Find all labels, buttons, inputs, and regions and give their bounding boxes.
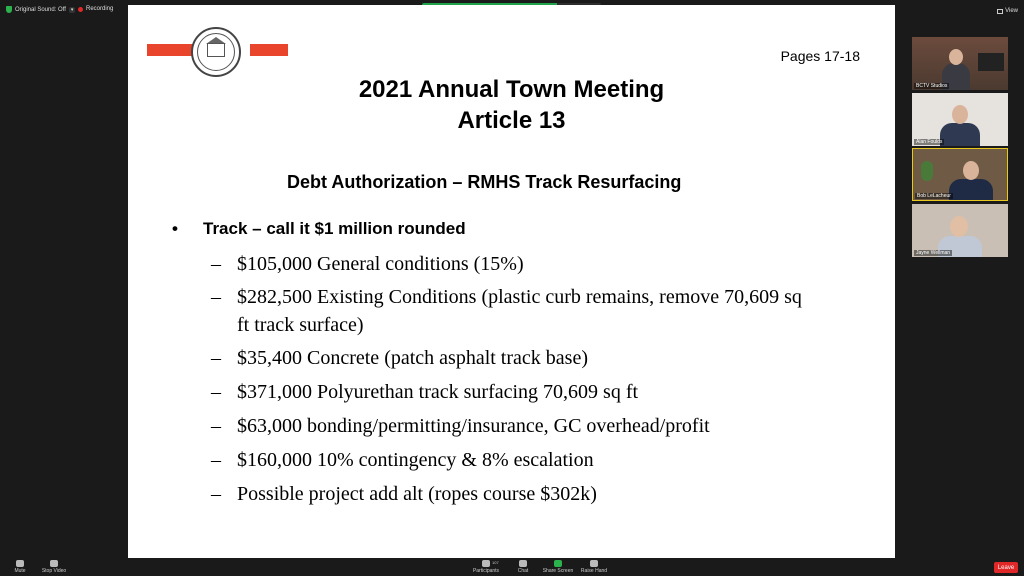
participant-name: Bob LeLacheur bbox=[917, 193, 951, 199]
record-dot-icon bbox=[78, 7, 83, 12]
view-label: View bbox=[1005, 8, 1018, 14]
participants-icon bbox=[482, 560, 490, 567]
avatar bbox=[963, 161, 979, 180]
cost-item: – $63,000 bonding/permitting/insurance, GC overhead/profit bbox=[211, 415, 710, 437]
share-screen-icon bbox=[554, 560, 562, 567]
bullet-text: Track – call it $1 million rounded bbox=[203, 219, 466, 238]
shield-icon bbox=[6, 6, 12, 13]
slide-article: Article 13 bbox=[457, 107, 566, 134]
cost-item: – Possible project add alt (ropes course $302k) bbox=[211, 483, 597, 505]
leave-button[interactable]: Leave bbox=[994, 562, 1018, 573]
hand-icon bbox=[590, 560, 598, 567]
town-seal-logo bbox=[191, 27, 241, 77]
cost-item: – $371,000 Polyurethan track surfacing 70,609 sq ft bbox=[211, 381, 639, 403]
chat-icon bbox=[519, 560, 527, 567]
participant-tile-bob-lelacheur[interactable] bbox=[912, 148, 1008, 201]
original-sound-toggle[interactable] bbox=[6, 6, 75, 13]
grid-icon bbox=[997, 9, 1003, 14]
bullet-marker: • bbox=[172, 219, 178, 238]
recording-indicator[interactable] bbox=[78, 6, 113, 12]
raise-hand-button[interactable]: Raise Hand bbox=[574, 560, 614, 574]
bullet-item bbox=[172, 219, 466, 239]
participant-tile-jayne-wellman[interactable] bbox=[912, 204, 1008, 257]
participants-button[interactable]: Participants 107 bbox=[472, 560, 500, 574]
cost-item: – $160,000 10% contingency & 8% escalation bbox=[211, 449, 594, 471]
cost-item: – $35,400 Concrete (patch asphalt track base) bbox=[211, 347, 588, 369]
participant-name: BCTV Studios bbox=[916, 83, 948, 89]
slide-subtitle: Debt Authorization – RMHS Track Resurfacing bbox=[287, 172, 682, 192]
recording-label: Recording bbox=[86, 6, 114, 12]
chevron-down-icon[interactable]: ▾ bbox=[70, 6, 74, 13]
slide-title: 2021 Annual Town Meeting bbox=[358, 76, 665, 103]
participants-count: 107 bbox=[492, 560, 499, 565]
shared-screen-slide bbox=[128, 5, 895, 558]
microphone-icon bbox=[16, 560, 24, 567]
cost-item: – $105,000 General conditions (15%) bbox=[211, 253, 524, 275]
stop-video-button[interactable]: Stop Video bbox=[34, 560, 74, 574]
avatar bbox=[950, 216, 968, 237]
avatar bbox=[949, 49, 963, 65]
avatar bbox=[952, 105, 968, 124]
meeting-toolbar bbox=[0, 558, 1024, 576]
participant-tile-bctv-studios[interactable] bbox=[912, 37, 1008, 90]
pages-label: Pages 17-18 bbox=[780, 48, 860, 64]
participant-name: Jayne Wellman bbox=[916, 250, 951, 256]
view-button[interactable] bbox=[997, 8, 1018, 14]
chat-button[interactable]: Chat bbox=[503, 560, 543, 574]
video-camera-icon bbox=[50, 560, 58, 567]
header-bar-right bbox=[250, 44, 288, 56]
cost-item: – $282,500 Existing Conditions (plastic curb remains, remove 70,609 sq ft track surface) bbox=[211, 286, 802, 336]
share-screen-button[interactable]: Share Screen bbox=[538, 560, 578, 574]
participant-name: Alan Foulds bbox=[916, 139, 943, 145]
plant bbox=[921, 161, 933, 181]
original-sound-label: Original Sound: Off bbox=[15, 6, 66, 13]
mute-button[interactable]: Mute bbox=[0, 560, 40, 574]
monitor bbox=[978, 53, 1004, 71]
participant-tile-alan-foulds[interactable] bbox=[912, 93, 1008, 146]
